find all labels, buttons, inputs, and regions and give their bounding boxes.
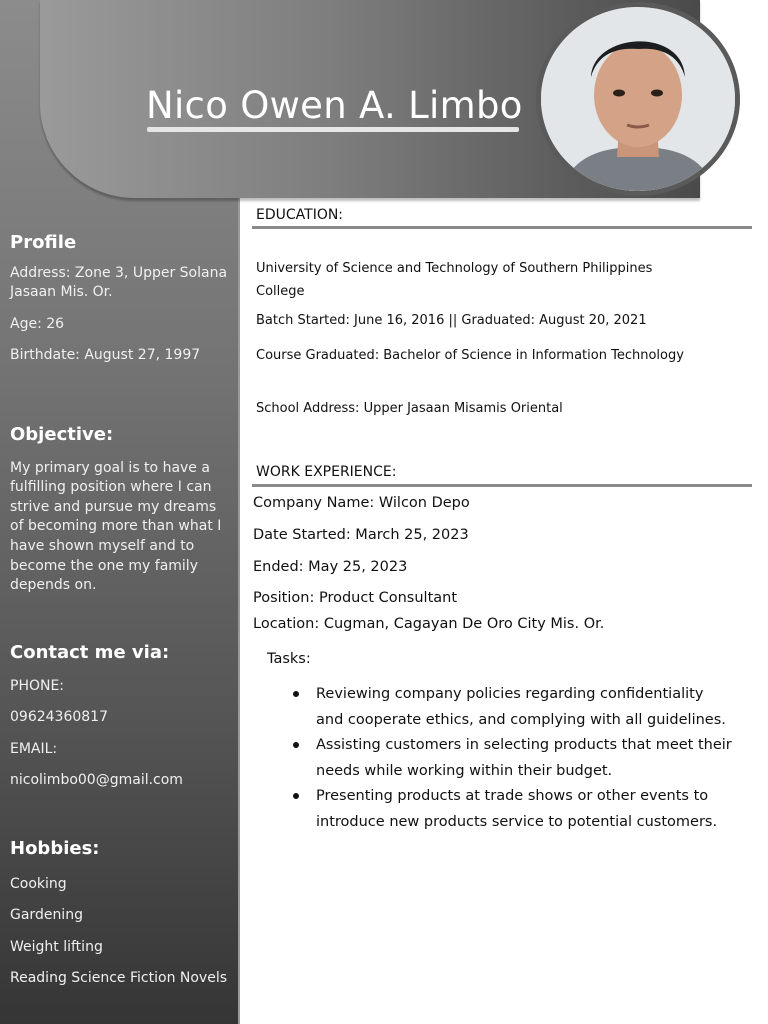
name-underline bbox=[147, 127, 519, 132]
profile-birthdate: Birthdate: August 27, 1997 bbox=[10, 347, 201, 364]
education-batch: Batch Started: June 16, 2016 || Graduated: August 20, 2021 bbox=[256, 313, 647, 328]
education-course: Course Graduated: Bachelor of Science in Information Technology bbox=[256, 348, 684, 363]
person-name: Nico Owen A. Limbo bbox=[146, 84, 523, 127]
email-address: nicolimbo00@gmail.com bbox=[10, 772, 183, 789]
work-date-ended: Ended: May 25, 2023 bbox=[253, 559, 408, 575]
hobby-item: Gardening bbox=[10, 907, 83, 924]
work-divider bbox=[252, 484, 752, 487]
education-school: University of Science and Technology of Southern Philippines College bbox=[256, 261, 653, 299]
hobbies-section bbox=[10, 838, 234, 989]
profile-section bbox=[10, 232, 234, 366]
work-date-started: Date Started: March 25, 2023 bbox=[253, 527, 469, 543]
phone-label: PHONE: bbox=[10, 677, 65, 694]
tasks-label: Tasks: bbox=[267, 651, 311, 667]
task-text: Presenting products at trade shows or other events to introduce new products service to potential customers. bbox=[316, 788, 718, 830]
objective-text: My primary goal is to have a fulfilling position where I can strive and pursue my dreams of becoming more than what I have shown myself and to become the one my family depends on. bbox=[10, 459, 222, 594]
profile-heading: Profile bbox=[10, 232, 77, 253]
education-school-address: School Address: Upper Jasaan Misamis Oriental bbox=[256, 401, 563, 416]
person-portrait-icon bbox=[541, 7, 735, 191]
contact-section bbox=[10, 642, 234, 791]
work-heading: WORK EXPERIENCE: bbox=[256, 464, 397, 480]
bullet-icon bbox=[293, 691, 299, 697]
task-item bbox=[295, 784, 735, 835]
contact-heading: Contact me via: bbox=[10, 642, 170, 663]
work-position: Position: Product Consultant bbox=[253, 590, 458, 606]
hobby-item: Cooking bbox=[10, 875, 67, 892]
task-text: Reviewing company policies regarding confidentiality and cooperate ethics, and complying with all guidelines. bbox=[316, 686, 726, 728]
objective-heading: Objective: bbox=[10, 424, 114, 445]
task-item bbox=[295, 733, 735, 784]
hobby-item: Reading Science Fiction Novels bbox=[10, 970, 228, 987]
bullet-icon bbox=[293, 742, 299, 748]
tasks-list bbox=[295, 682, 735, 835]
hobbies-heading: Hobbies: bbox=[10, 838, 100, 859]
education-heading: EDUCATION: bbox=[256, 207, 344, 223]
profile-age: Age: 26 bbox=[10, 315, 65, 332]
education-divider bbox=[252, 226, 752, 229]
profile-photo bbox=[536, 2, 740, 196]
profile-address: Address: Zone 3, Upper Solana Jasaan Mis. Or. bbox=[10, 264, 228, 301]
bullet-icon bbox=[293, 793, 299, 799]
task-item bbox=[295, 682, 735, 733]
email-label: EMAIL: bbox=[10, 740, 58, 757]
objective-section bbox=[10, 424, 234, 596]
work-company: Company Name: Wilcon Depo bbox=[253, 495, 470, 511]
work-location: Location: Cugman, Cagayan De Oro City Mis. Or. bbox=[253, 616, 605, 632]
hobby-item: Weight lifting bbox=[10, 938, 103, 955]
task-text: Assisting customers in selecting products that meet their needs while working within their budget. bbox=[316, 737, 732, 779]
phone-number: 09624360817 bbox=[10, 709, 108, 726]
